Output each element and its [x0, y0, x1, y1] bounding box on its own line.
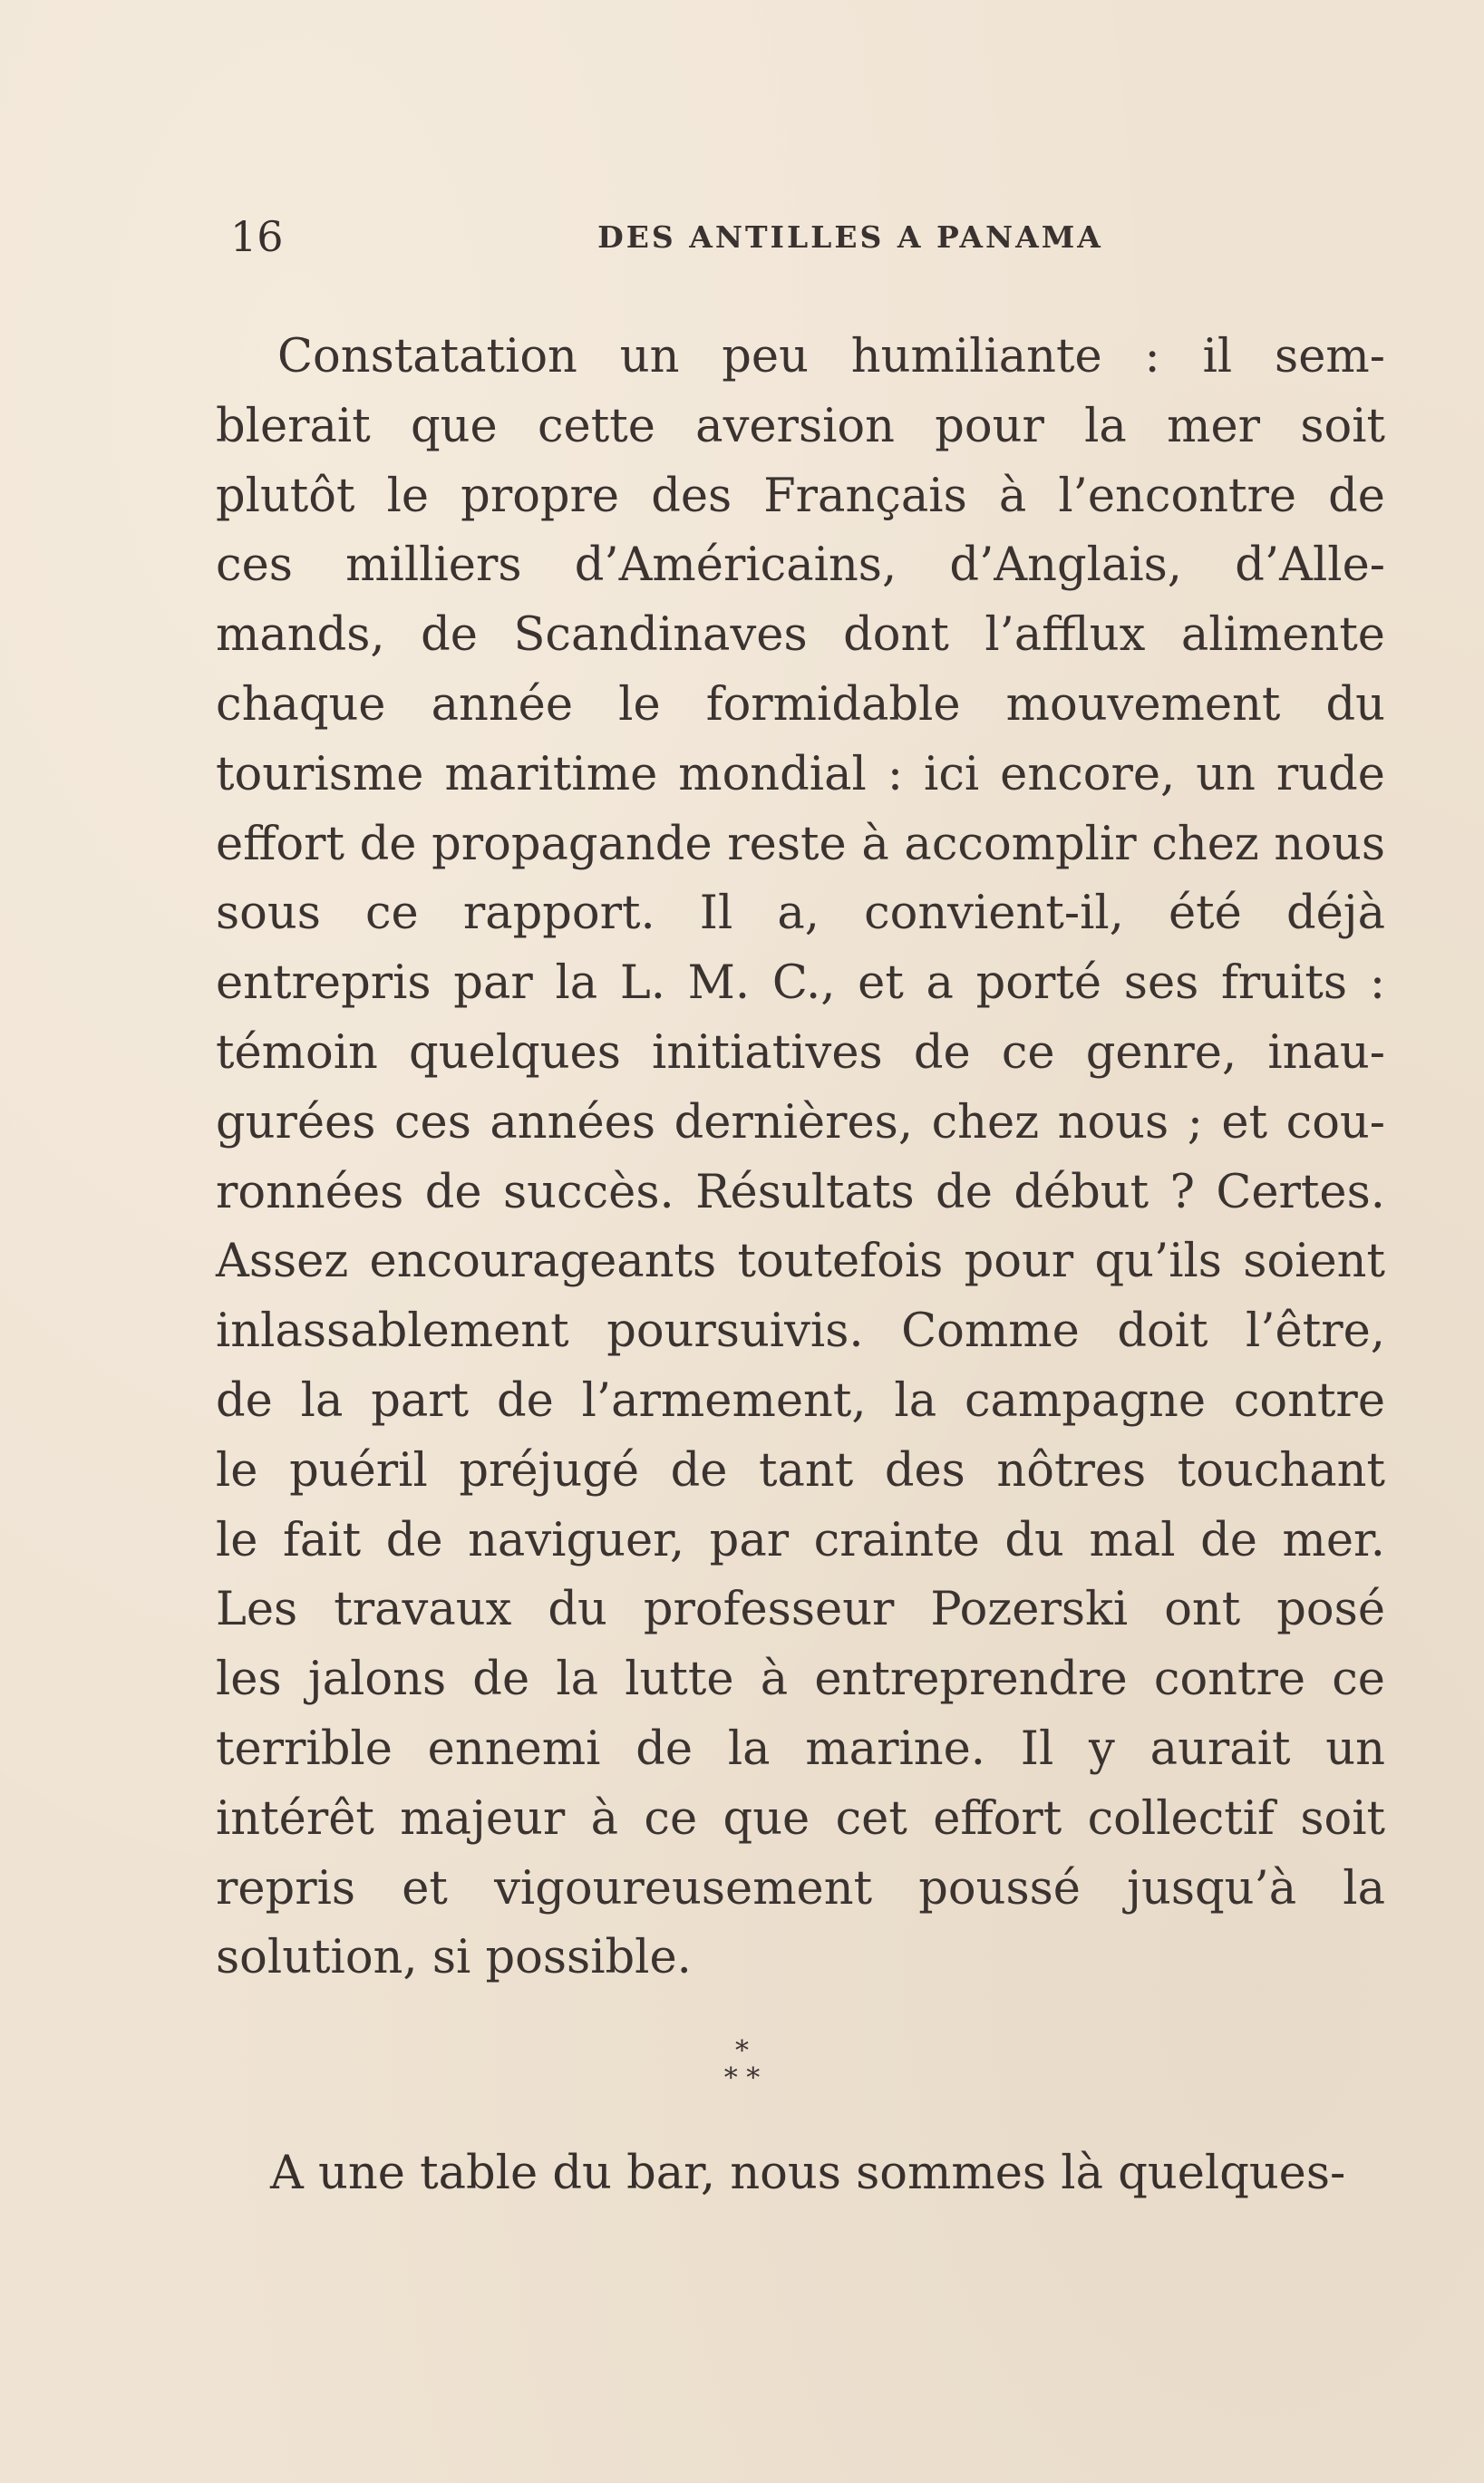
- text-line: plutôt le propre des Français à l’encontre de: [216, 469, 1385, 523]
- page-header: [216, 205, 1385, 268]
- next-paragraph-line: A une table du bar, nous sommes là quelques-: [270, 2147, 1346, 2200]
- text-line: Constatation un peu humiliante : il sem-: [277, 330, 1385, 383]
- text-line: blerait que cette aversion pour la mer soit: [216, 399, 1385, 453]
- text-line: témoin quelques initiatives de ce genre, inau-: [216, 1025, 1385, 1080]
- text-line: sous ce rapport. Il a, convient-il, été déjà: [216, 887, 1385, 941]
- text-line: tourisme maritime mondial : ici encore, un rude: [216, 747, 1385, 801]
- text-line: Les travaux du professeur Pozerski ont posé: [216, 1583, 1385, 1637]
- text-line: de la part de l’armement, la campagne contre: [216, 1373, 1385, 1428]
- text-line: ces milliers d’Américains, d’Anglais, d’Alle-: [216, 538, 1385, 593]
- asterism-bottom: * *: [723, 2062, 761, 2094]
- text-line: repris et vigoureusement poussé jusqu’à la: [216, 1861, 1385, 1916]
- text-line: intérêt majeur à ce que cet effort collectif soit: [216, 1791, 1385, 1846]
- running-title: DES ANTILLES A PANAMA: [597, 219, 1103, 255]
- text-line: solution, si possible.: [216, 1931, 692, 1985]
- section-break-asterism: [0, 2035, 1484, 2110]
- text-line: gurées ces années dernières, chez nous ; et cou-: [216, 1095, 1385, 1149]
- asterism-top: *: [735, 2035, 749, 2067]
- text-line: ronnées de succès. Résultats de début ? Certes.: [216, 1165, 1385, 1219]
- text-line: effort de propagande reste à accomplir chez nous: [216, 817, 1385, 871]
- text-line: entrepris par la L. M. C., et a porté ses fruits :: [216, 956, 1385, 1011]
- paragraph: [216, 323, 1385, 1993]
- text-line: terrible ennemi de la marine. Il y aurait un: [216, 1722, 1385, 1776]
- text-line: Assez encourageants toutefois pour qu’ils soient: [216, 1235, 1385, 1289]
- text-line: inlassablement poursuivis. Comme doit l’être,: [216, 1305, 1385, 1359]
- text-line: le puéril préjugé de tant des nôtres touchant: [216, 1443, 1385, 1498]
- page-number: 16: [230, 212, 284, 261]
- text-line: le fait de naviguer, par crainte du mal de mer.: [216, 1513, 1385, 1567]
- text-line: les jalons de la lutte à entreprendre contre ce: [216, 1653, 1385, 1707]
- text-line: mands, de Scandinaves dont l’afflux alimente: [216, 608, 1385, 663]
- text-line: chaque année le formidable mouvement du: [216, 677, 1385, 732]
